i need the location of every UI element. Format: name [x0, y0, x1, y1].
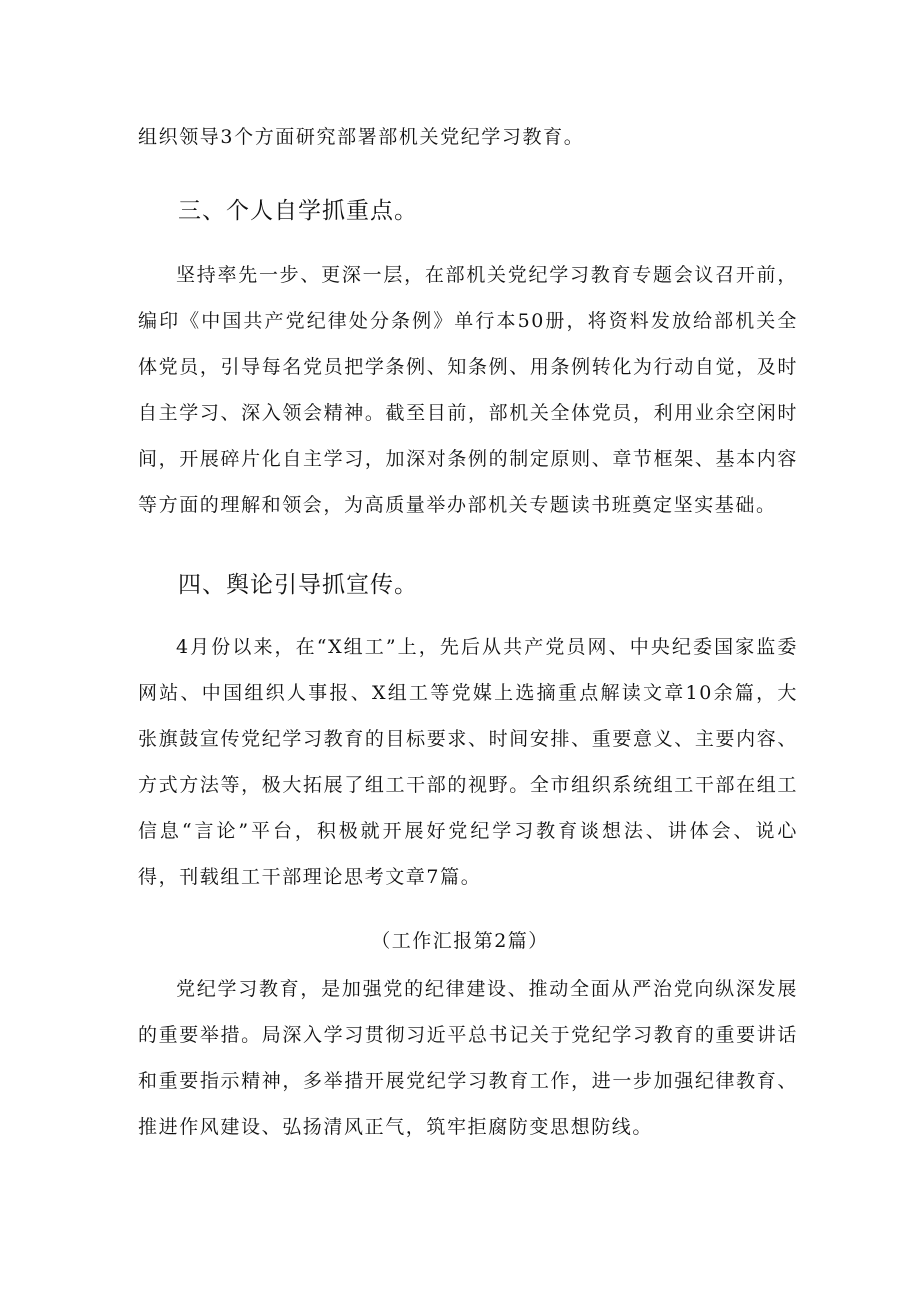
- article-2-title: （工作汇报第2篇）: [371, 930, 549, 952]
- section-4-body: 4月份以来，在“X组工”上，先后从共产党员网、中央纪委国家监委网站、中国组织人事报、X组工等党媒上选摘重点解读文章10余篇，大张旗鼓宣传党纪学习教育的目标要求、时间安排、重要意义、主要内容、方式方法等，极大拓展了组工干部的视野。全市组织系统组工干部在组工信息“言论”平台，积极就开展好党纪学习教育谈想法、讲体会、说心得，刊载组工干部理论思考文章7篇。: [138, 636, 798, 888]
- article-2-body: 党纪学习教育，是加强党的纪律建设、推动全面从严治党向纵深发展的重要举措。局深入学习贯彻习近平总书记关于党纪学习教育的重要讲话和重要指示精神，多举措开展党纪学习教育工作，进一步加强纪律教育、推进作风建设、弘扬清风正气，筑牢拒腐防变思想防线。: [138, 978, 798, 1138]
- section-heading-3: 三、个人自学抓重点。: [178, 198, 418, 224]
- section-3-body: 坚持率先一步、更深一层，在部机关党纪学习教育专题会议召开前，编印《中国共产党纪律处分条例》单行本50册，将资料发放给部机关全体党员，引导每名党员把学条例、知条例、用条例转化为行动自觉，及时自主学习、深入领会精神。截至目前，部机关全体党员，利用业余空闲时间，开展碎片化自主学习，加深对条例的制定原则、章节框架、基本内容等方面的理解和领会，为高质量举办部机关专题读书班奠定坚实基础。: [138, 264, 798, 516]
- paragraph-continuation: 组织领导3个方面研究部署部机关党纪学习教育。: [138, 126, 585, 148]
- section-heading-4: 四、舆论引导抓宣传。: [178, 572, 418, 598]
